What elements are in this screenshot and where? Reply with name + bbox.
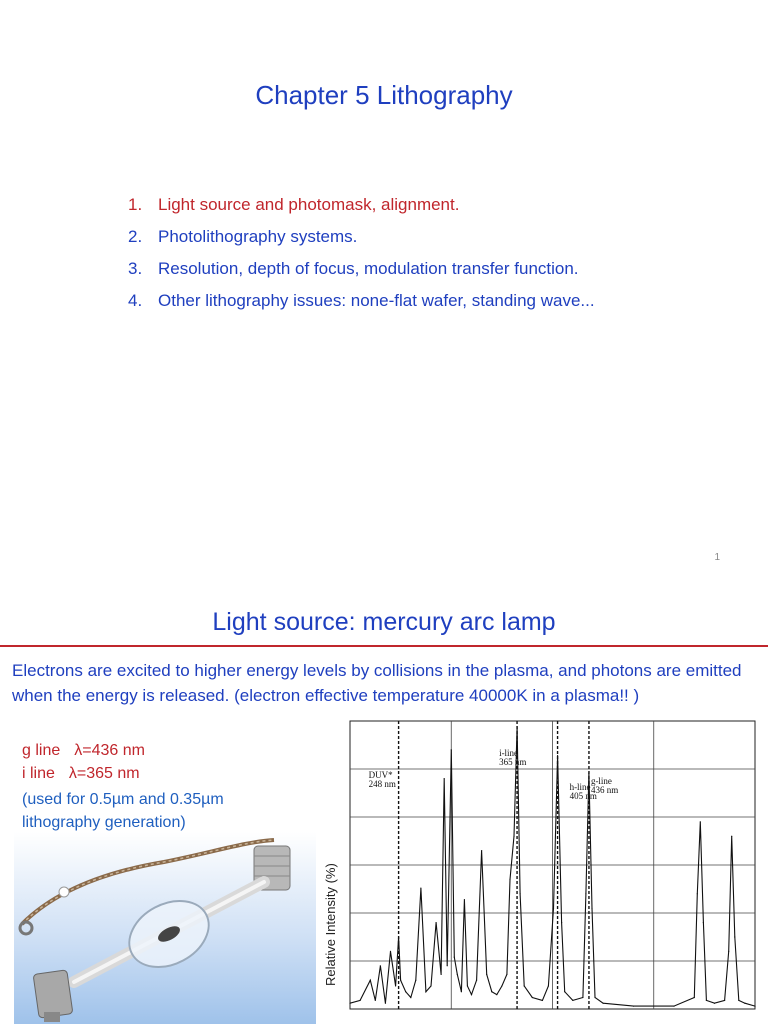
spectral-line-wavelength: 436 nm (590, 785, 619, 795)
spectrum-data-point (582, 997, 583, 998)
agenda-item-text: Photolithography systems. (158, 227, 358, 246)
agenda-list (128, 193, 628, 321)
spectrum-data-point (588, 772, 589, 773)
spectral-line-wavelength: 365 nm (499, 757, 527, 767)
spectrum-data-point (706, 1000, 707, 1001)
spectral-line-wavelength: 405 nm (569, 791, 597, 801)
agenda-item-text: Resolution, depth of focus, modulation transfer function. (158, 259, 579, 278)
spectrum-data-point (415, 980, 416, 981)
spectrum-data-point (454, 957, 455, 958)
spectrum-data-point (548, 985, 549, 986)
spectrum-data-point (405, 991, 406, 992)
spectrum-data-point (461, 991, 462, 992)
spectrum-data-point (471, 994, 472, 995)
spectrum-data-point (385, 1003, 386, 1004)
spectrum-data-point (476, 980, 477, 981)
spectrum-data-point (561, 922, 562, 923)
lamp-lower-pin (44, 1012, 60, 1022)
page-number: 1 (714, 552, 720, 563)
spectrum-data-point (564, 991, 565, 992)
spectrum-data-point (603, 1003, 604, 1004)
spectral-line-label: i-line (499, 748, 519, 758)
spectrum-data-point (557, 755, 558, 756)
g-line-wavelength: λ=436 nm (74, 742, 145, 759)
lamp-insulator (59, 887, 69, 897)
spectrum-data-point (524, 985, 525, 986)
agenda-item-text: Light source and photomask, alignment. (158, 195, 460, 214)
spectrum-data-point (694, 997, 695, 998)
spectrum-data-point (728, 951, 729, 952)
y-axis-label-container (315, 838, 345, 988)
i-line-text (22, 765, 140, 783)
spectrum-data-point (744, 1003, 745, 1004)
spectrum-data-point (447, 965, 448, 966)
g-line-text (22, 742, 145, 760)
agenda-item-number: 1. (128, 195, 143, 214)
spectrum-data-point (501, 985, 502, 986)
agenda-item-number: 3. (128, 259, 143, 278)
agenda-item (128, 225, 628, 249)
spectrum-data-point (380, 965, 381, 966)
spectrum-data-point (509, 879, 510, 880)
g-line-label: g line (22, 742, 61, 759)
i-line-wavelength: λ=365 nm (68, 765, 140, 782)
spectrum-data-point (491, 991, 492, 992)
mercury-lamp-image (14, 832, 316, 1024)
spectrum-data-point (591, 908, 592, 909)
spectrum-data-point (633, 1006, 634, 1007)
spectral-line-label: h-line (569, 782, 591, 792)
agenda-item (128, 289, 628, 313)
spectrum-data-point (481, 850, 482, 851)
emission-spectrum-chart (345, 718, 765, 1024)
spectrum-data-point (572, 1000, 573, 1001)
usage-note: (used for 0.5µm and 0.35µm lithography generation) (22, 791, 224, 831)
spectrum-data-point (553, 908, 554, 909)
intro-paragraph: Electrons are excited to higher energy levels by collisions in the plasma, and photons are emitted when the energy is released. (electron effective temperature 40000K in a plasma!! ) (12, 661, 742, 705)
spectrum-data-point (410, 997, 411, 998)
spectrum-data-point (703, 922, 704, 923)
spectrum-data-point (467, 985, 468, 986)
agenda-item-number: 2. (128, 227, 143, 246)
spectrum-data-point (451, 749, 452, 750)
spectrum-data-point (738, 1000, 739, 1001)
spectrum-data-point (430, 985, 431, 986)
spectrum-data-point (400, 980, 401, 981)
spectrum-data-point (724, 1000, 725, 1001)
spectrum-data-point (486, 974, 487, 975)
spectrum-data-point (734, 936, 735, 937)
agenda-item-number: 4. (128, 291, 143, 310)
agenda-item (128, 257, 628, 281)
spectrum-data-point (513, 836, 514, 837)
spectrum-data-point (754, 1006, 755, 1007)
spectrum-data-point (444, 778, 445, 779)
spectrum-data-point (697, 893, 698, 894)
spectrum-data-point (594, 997, 595, 998)
spectrum-data-point (585, 893, 586, 894)
slide-title: Chapter 5 Lithography (255, 80, 513, 110)
lamp-lower-base (33, 970, 73, 1018)
spectrum-data-point (496, 994, 497, 995)
spectrum-data-point (425, 991, 426, 992)
spectrum-data-point (457, 974, 458, 975)
i-line-label: i line (22, 765, 55, 782)
spectrum-data-point (441, 974, 442, 975)
spectrum-data-point (464, 899, 465, 900)
slide-title: Light source: mercury arc lamp (212, 608, 556, 636)
spectrum-data-point (532, 997, 533, 998)
lamp-illustration (14, 832, 316, 1024)
spectrum-data-point (731, 836, 732, 837)
spectrum-data-point (349, 1003, 350, 1004)
spectrum-data-point (516, 726, 517, 727)
spectrum-data-point (398, 936, 399, 937)
spectrum-data-point (714, 1003, 715, 1004)
spectrum-data-point (673, 1006, 674, 1007)
spectral-line-label: g-line (590, 776, 612, 786)
spectrum-data-point (700, 821, 701, 822)
spectrum-data-point (395, 985, 396, 986)
spectrum-data-point (360, 1000, 361, 1001)
y-axis-label: Relative Intensity (%) (323, 863, 338, 986)
spectrum-data-point (390, 951, 391, 952)
spectrum-data-point (375, 1000, 376, 1001)
title-rule (0, 645, 768, 647)
agenda-item (128, 193, 628, 217)
spectrum-data-point (520, 893, 521, 894)
spectrum-data-point (542, 1000, 543, 1001)
spectrum-data-point (370, 980, 371, 981)
spectral-line-wavelength: 248 nm (368, 779, 396, 789)
slide-divider (0, 580, 768, 588)
spectrum-data-point (420, 887, 421, 888)
spectral-line-label: DUV* (368, 770, 393, 780)
spectrum-data-point (506, 974, 507, 975)
slide-2 (0, 588, 768, 1024)
agenda-item-text: Other lithography issues: none-flat wafer, standing wave... (158, 291, 595, 310)
spectrum-data-point (435, 922, 436, 923)
lamp-terminal-ring (20, 922, 32, 934)
